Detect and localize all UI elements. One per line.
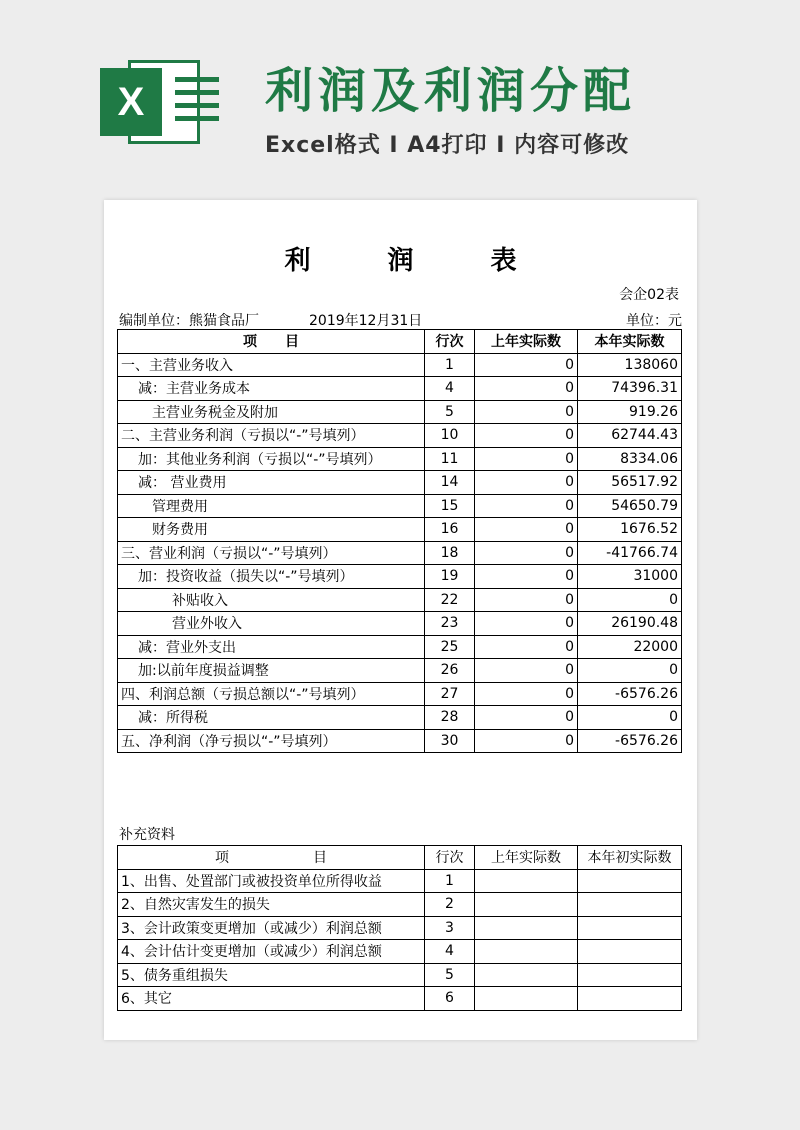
- header-item: 项 目: [118, 330, 425, 354]
- cell-prev[interactable]: 0: [475, 494, 578, 518]
- cell-prev[interactable]: 0: [475, 612, 578, 636]
- cell-curr[interactable]: 8334.06: [578, 447, 682, 471]
- cell-curr[interactable]: -6576.26: [578, 682, 682, 706]
- cell-item[interactable]: 加：其他业务利润（亏损以“-”号填列）: [118, 447, 425, 471]
- header-prev: 上年实际数: [475, 330, 578, 354]
- supp-cell-curr[interactable]: [578, 869, 682, 893]
- cell-curr[interactable]: 56517.92: [578, 471, 682, 495]
- cell-curr[interactable]: -41766.74: [578, 541, 682, 565]
- excel-logo-letter: X: [100, 68, 162, 136]
- supp-cell-prev[interactable]: [475, 869, 578, 893]
- table-row: [118, 353, 682, 377]
- table-row: [118, 565, 682, 589]
- table-row: [118, 706, 682, 730]
- cell-item[interactable]: 补贴收入: [118, 588, 425, 612]
- cell-prev[interactable]: 0: [475, 635, 578, 659]
- cell-item[interactable]: 加:以前年度损益调整: [118, 659, 425, 683]
- banner: [0, 0, 800, 195]
- supp-cell-prev[interactable]: [475, 963, 578, 987]
- table-row: [118, 588, 682, 612]
- cell-line[interactable]: 23: [425, 612, 475, 636]
- cell-line[interactable]: 1: [425, 353, 475, 377]
- table-row: [118, 400, 682, 424]
- cell-prev[interactable]: 0: [475, 659, 578, 683]
- cell-curr[interactable]: 0: [578, 659, 682, 683]
- supp-header-item: 项 目: [118, 846, 425, 870]
- table-row: [118, 940, 682, 964]
- cell-curr[interactable]: -6576.26: [578, 729, 682, 753]
- cell-item[interactable]: 减：主营业务成本: [118, 377, 425, 401]
- cell-item[interactable]: 管理费用: [118, 494, 425, 518]
- header-line: 行次: [425, 330, 475, 354]
- cell-prev[interactable]: 0: [475, 377, 578, 401]
- supp-cell-prev[interactable]: [475, 940, 578, 964]
- cell-line[interactable]: 27: [425, 682, 475, 706]
- cell-line[interactable]: 14: [425, 471, 475, 495]
- table-header-row: [118, 846, 682, 870]
- excel-logo-icon: [100, 60, 200, 144]
- table-row: [118, 635, 682, 659]
- supp-cell-line[interactable]: 5: [425, 963, 475, 987]
- supp-cell-prev[interactable]: [475, 916, 578, 940]
- cell-prev[interactable]: 0: [475, 471, 578, 495]
- banner-subtitle: Excel格式 I A4打印 I 内容可修改: [265, 133, 630, 158]
- cell-item[interactable]: 一、主营业务收入: [118, 353, 425, 377]
- income-statement-table: [117, 329, 682, 753]
- supp-cell-curr[interactable]: [578, 893, 682, 917]
- supp-cell-item[interactable]: 5、债务重组损失: [118, 963, 425, 987]
- cell-curr[interactable]: 54650.79: [578, 494, 682, 518]
- supp-cell-line[interactable]: 6: [425, 987, 475, 1011]
- cell-curr[interactable]: 1676.52: [578, 518, 682, 542]
- cell-line[interactable]: 19: [425, 565, 475, 589]
- supp-cell-line[interactable]: 3: [425, 916, 475, 940]
- document-page: [104, 200, 697, 1040]
- cell-line[interactable]: 4: [425, 377, 475, 401]
- table-row: [118, 377, 682, 401]
- header-curr: 本年实际数: [578, 330, 682, 354]
- cell-prev[interactable]: 0: [475, 447, 578, 471]
- cell-item[interactable]: 五、净利润（净亏损以“-”号填列）: [118, 729, 425, 753]
- supp-cell-line[interactable]: 2: [425, 893, 475, 917]
- cell-line[interactable]: 22: [425, 588, 475, 612]
- cell-line[interactable]: 11: [425, 447, 475, 471]
- supp-cell-item[interactable]: 4、会计估计变更增加（或减少）利润总额: [118, 940, 425, 964]
- supp-cell-item[interactable]: 2、自然灾害发生的损失: [118, 893, 425, 917]
- cell-line[interactable]: 5: [425, 400, 475, 424]
- report-date: 2019年12月31日: [309, 313, 423, 329]
- table-row: [118, 869, 682, 893]
- supp-cell-prev[interactable]: [475, 987, 578, 1011]
- cell-line[interactable]: 18: [425, 541, 475, 565]
- table-row: [118, 612, 682, 636]
- cell-curr[interactable]: 22000: [578, 635, 682, 659]
- table-row: [118, 659, 682, 683]
- cell-item[interactable]: 二、主营业务利润（亏损以“-”号填列）: [118, 424, 425, 448]
- cell-item[interactable]: 主营业务税金及附加: [118, 400, 425, 424]
- cell-curr[interactable]: 0: [578, 588, 682, 612]
- supplement-table: [117, 845, 682, 1011]
- cell-curr[interactable]: 0: [578, 706, 682, 730]
- cell-line[interactable]: 26: [425, 659, 475, 683]
- cell-prev[interactable]: 0: [475, 541, 578, 565]
- table-row: [118, 424, 682, 448]
- table-header-row: [118, 330, 682, 354]
- table-row: [118, 682, 682, 706]
- table-row: [118, 541, 682, 565]
- supp-cell-prev[interactable]: [475, 893, 578, 917]
- supp-cell-curr[interactable]: [578, 940, 682, 964]
- cell-prev[interactable]: 0: [475, 353, 578, 377]
- supp-cell-line[interactable]: 4: [425, 940, 475, 964]
- supp-header-prev: 上年实际数: [475, 846, 578, 870]
- document-title: 利 润 表: [284, 246, 551, 276]
- cell-prev[interactable]: 0: [475, 682, 578, 706]
- supp-cell-item[interactable]: 6、其它: [118, 987, 425, 1011]
- cell-curr[interactable]: 31000: [578, 565, 682, 589]
- currency-unit: 单位：元: [626, 313, 682, 329]
- cell-prev[interactable]: 0: [475, 729, 578, 753]
- form-code: 会企02表: [619, 287, 679, 303]
- org-name: 编制单位：熊猫食品厂: [119, 313, 259, 329]
- cell-curr[interactable]: 26190.48: [578, 612, 682, 636]
- supp-header-curr: 本年初实际数: [578, 846, 682, 870]
- cell-prev[interactable]: 0: [475, 588, 578, 612]
- table-row: [118, 987, 682, 1011]
- cell-item[interactable]: 财务费用: [118, 518, 425, 542]
- cell-item[interactable]: 加：投资收益（损失以“-”号填列）: [118, 565, 425, 589]
- cell-item[interactable]: 三、营业利润（亏损以“-”号填列）: [118, 541, 425, 565]
- cell-line[interactable]: 30: [425, 729, 475, 753]
- cell-curr[interactable]: 919.26: [578, 400, 682, 424]
- cell-item[interactable]: 四、利润总额（亏损总额以“-”号填列）: [118, 682, 425, 706]
- supp-cell-curr[interactable]: [578, 916, 682, 940]
- cell-curr[interactable]: 138060: [578, 353, 682, 377]
- banner-title: 利润及利润分配: [265, 63, 637, 119]
- supplement-label: 补充资料: [119, 827, 175, 843]
- supp-cell-item[interactable]: 3、会计政策变更增加（或减少）利润总额: [118, 916, 425, 940]
- cell-line[interactable]: 25: [425, 635, 475, 659]
- cell-prev[interactable]: 0: [475, 518, 578, 542]
- supp-cell-line[interactable]: 1: [425, 869, 475, 893]
- cell-item[interactable]: 减： 营业费用: [118, 471, 425, 495]
- cell-item[interactable]: 减：所得税: [118, 706, 425, 730]
- supp-cell-curr[interactable]: [578, 963, 682, 987]
- table-row: [118, 963, 682, 987]
- cell-prev[interactable]: 0: [475, 424, 578, 448]
- supp-cell-curr[interactable]: [578, 987, 682, 1011]
- cell-prev[interactable]: 0: [475, 706, 578, 730]
- supp-header-line: 行次: [425, 846, 475, 870]
- cell-item[interactable]: 减：营业外支出: [118, 635, 425, 659]
- cell-curr[interactable]: 74396.31: [578, 377, 682, 401]
- document-meta: [119, 310, 682, 330]
- cell-line[interactable]: 28: [425, 706, 475, 730]
- table-row: [118, 447, 682, 471]
- cell-prev[interactable]: 0: [475, 400, 578, 424]
- table-row: [118, 916, 682, 940]
- cell-line[interactable]: 10: [425, 424, 475, 448]
- table-row: [118, 729, 682, 753]
- cell-curr[interactable]: 62744.43: [578, 424, 682, 448]
- table-row: [118, 471, 682, 495]
- supp-cell-item[interactable]: 1、出售、处置部门或被投资单位所得收益: [118, 869, 425, 893]
- cell-item[interactable]: 营业外收入: [118, 612, 425, 636]
- table-row: [118, 518, 682, 542]
- table-row: [118, 893, 682, 917]
- cell-prev[interactable]: 0: [475, 565, 578, 589]
- cell-line[interactable]: 15: [425, 494, 475, 518]
- cell-line[interactable]: 16: [425, 518, 475, 542]
- table-row: [118, 494, 682, 518]
